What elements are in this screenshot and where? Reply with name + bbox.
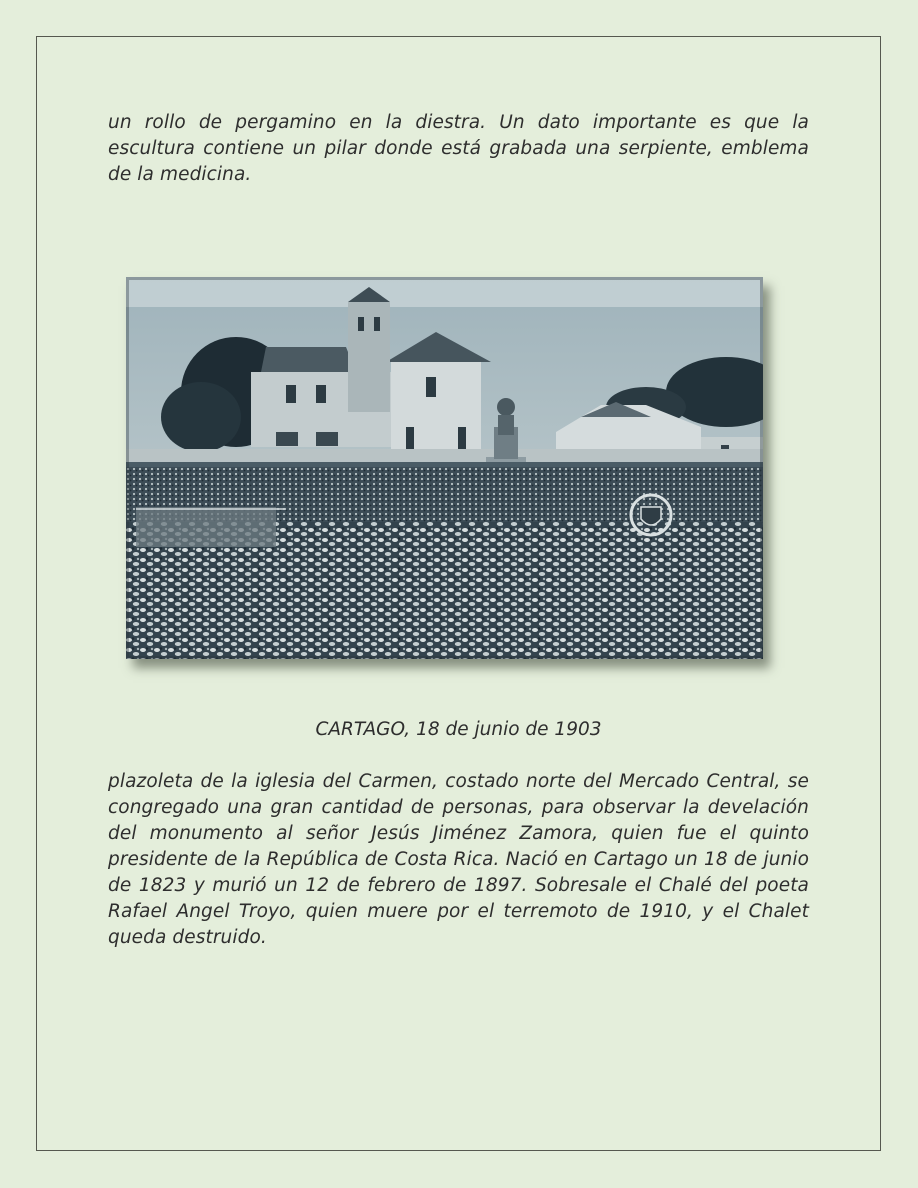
photo-caption: CARTAGO, 18 de junio de 1903 <box>315 719 602 740</box>
historic-photograph <box>126 277 763 659</box>
body-paragraph-top: un rollo de pergamino en la diestra. Un dato importante es que la escultura contiene un pilar donde está grabada una serpiente, emblema de la medicina. <box>108 112 809 185</box>
body-paragraph-bottom: plazoleta de la iglesia del Carmen, costado norte del Mercado Central, se congregado una gran cantidad de personas, para observar la develación del monumento al señor Jesús Jiménez Zamora, quien fue el quinto presidente de la República de Costa Rica. Nació en Cartago un 18 de junio de 1823 y murió un 12 de febrero de 1897. Sobresale el Chalé del poeta Rafael Angel Troyo, quien muere por el terremoto de 1910, y el Chalet queda destruido. <box>108 771 809 948</box>
